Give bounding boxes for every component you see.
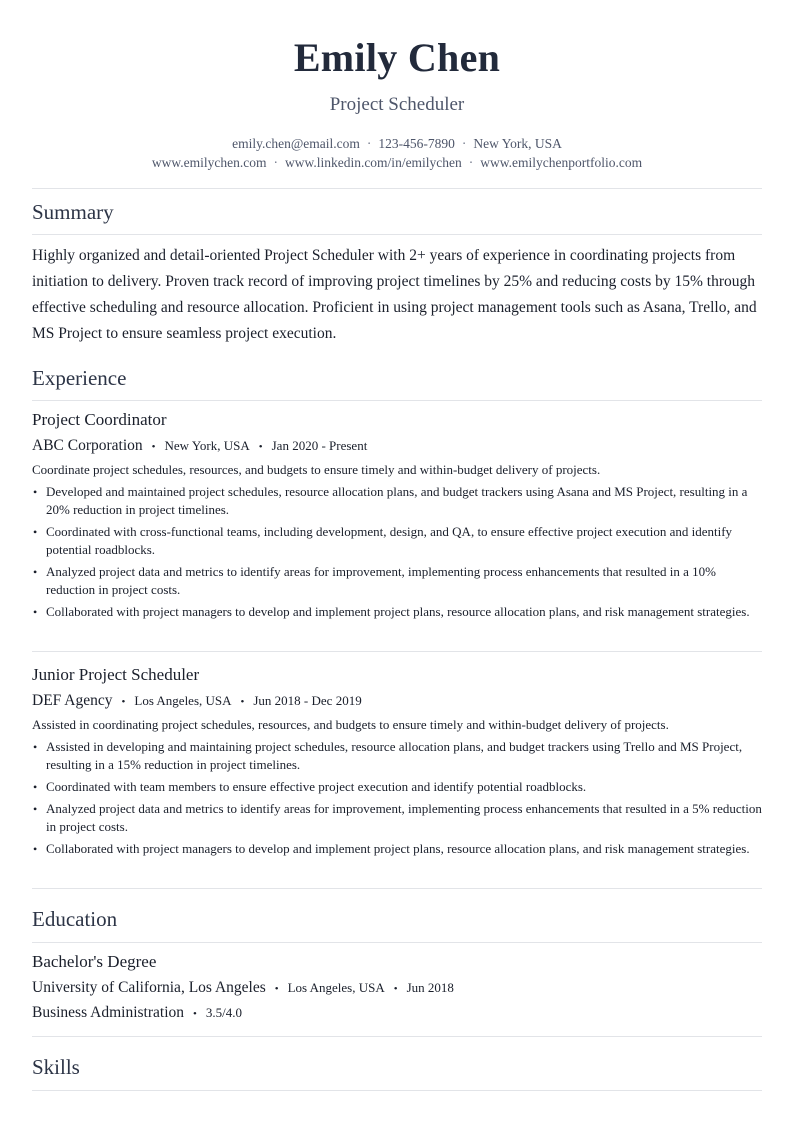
location: New York, USA xyxy=(473,136,562,151)
portfolio-link[interactable]: www.emilychenportfolio.com xyxy=(480,155,643,170)
meta-separator: • xyxy=(393,983,398,995)
contact-row-links xyxy=(32,154,762,172)
job-location: New York, USA xyxy=(164,438,250,453)
list-item xyxy=(32,738,762,774)
divider xyxy=(32,400,762,401)
list-item xyxy=(32,563,762,599)
list-item xyxy=(32,800,762,836)
bullet-text: Collaborated with project managers to develop and implement project plans, resource allocation plans, and risk management strategies. xyxy=(46,604,750,619)
job-dates: Jan 2020 - Present xyxy=(271,438,368,453)
phone-number: 123-456-7890 xyxy=(378,136,455,151)
job-description: Assisted in coordinating project schedules, resources, and budgets to ensure timely and within-budget delivery of projects. xyxy=(32,717,669,732)
skills-heading: Skills xyxy=(32,1055,80,1079)
meta-separator: • xyxy=(258,441,263,453)
bullet-marker: • xyxy=(33,525,38,539)
degree-title: Bachelor's Degree xyxy=(32,952,157,971)
bullet-text: Collaborated with project managers to develop and implement project plans, resource allocation plans, and risk management strategies. xyxy=(46,841,750,856)
experience-heading: Experience xyxy=(32,366,127,390)
field-of-study: Business Administration xyxy=(32,1004,184,1021)
list-item xyxy=(32,483,762,519)
bullet-marker: • xyxy=(33,842,38,856)
education-heading: Education xyxy=(32,907,118,931)
bullet-marker: • xyxy=(33,802,38,816)
candidate-role: Project Scheduler xyxy=(329,94,465,115)
job-title: Project Coordinator xyxy=(32,410,167,429)
field-meta xyxy=(32,1003,242,1024)
list-item xyxy=(32,778,762,796)
divider xyxy=(32,234,762,235)
job-description: Coordinate project schedules, resources, and budgets to ensure timely and within-budget delivery of projects. xyxy=(32,462,601,477)
list-item xyxy=(32,603,762,621)
job-meta xyxy=(32,436,367,457)
meta-separator: • xyxy=(240,696,245,708)
website-link[interactable]: www.emilychen.com xyxy=(151,155,267,170)
meta-separator: • xyxy=(274,983,279,995)
company-name: ABC Corporation xyxy=(32,437,143,454)
bullet-marker: • xyxy=(33,740,38,754)
divider xyxy=(32,888,762,889)
meta-separator: • xyxy=(193,1008,197,1020)
divider xyxy=(32,1036,762,1037)
bullet-text: Assisted in developing and maintaining project schedules, resource allocation plans, and budget trackers using Trello and MS Project, resulting in a 15% reduction in project timelines. xyxy=(46,739,743,772)
summary-text: Highly organized and detail-oriented Project Scheduler with 2+ years of experience in coordinating projects from initiation to delivery. Proven track record of improving project timelines by 25% and reducing costs by 15% through effective scheduling and resource allocation. Proficient in using project management tools such as Asana, Trello, and MS Project to ensure seamless project execution. xyxy=(32,247,757,342)
bullet-text: Analyzed project data and metrics to identify areas for improvement, implementing process enhancements that resulted in a 5% reduction in project costs. xyxy=(46,801,762,834)
job-meta xyxy=(32,691,362,712)
gpa: 3.5/4.0 xyxy=(205,1005,242,1020)
candidate-name: Emily Chen xyxy=(293,35,501,80)
contact-separator: · xyxy=(468,155,474,170)
divider xyxy=(32,942,762,943)
divider xyxy=(32,1090,762,1091)
contact-separator: · xyxy=(366,136,372,151)
linkedin-link[interactable]: www.linkedin.com/in/emilychen xyxy=(284,155,462,170)
school-name: University of California, Los Angeles xyxy=(32,979,266,996)
job-bullets xyxy=(32,483,762,625)
job-bullets xyxy=(32,738,762,862)
contact-row-primary xyxy=(32,135,762,153)
company-name: DEF Agency xyxy=(32,692,113,709)
job-location: Los Angeles, USA xyxy=(134,693,232,708)
job-title: Junior Project Scheduler xyxy=(32,665,200,684)
bullet-marker: • xyxy=(33,565,38,579)
list-item xyxy=(32,840,762,858)
bullet-text: Coordinated with cross-functional teams, including development, design, and QA, to ensure effective project execution and identify potential roadblocks. xyxy=(46,524,733,557)
divider xyxy=(32,188,762,189)
bullet-text: Analyzed project data and metrics to identify areas for improvement, implementing process enhancements that resulted in a 10% reduction in project costs. xyxy=(46,564,716,597)
bullet-marker: • xyxy=(33,485,38,499)
bullet-marker: • xyxy=(33,780,38,794)
bullet-text: Coordinated with team members to ensure effective project execution and identify potential roadblocks. xyxy=(46,779,587,794)
bullet-text: Developed and maintained project schedules, resource allocation plans, and budget trackers using Asana and MS Project, resulting in a 20% reduction in project timelines. xyxy=(46,484,748,517)
list-item xyxy=(32,523,762,559)
divider xyxy=(32,651,762,652)
graduation-date: Jun 2018 xyxy=(406,980,454,995)
summary-heading: Summary xyxy=(32,200,114,224)
job-dates: Jun 2018 - Dec 2019 xyxy=(253,693,362,708)
contact-separator: · xyxy=(461,136,467,151)
email-link[interactable]: emily.chen@email.com xyxy=(232,136,360,151)
contact-separator: · xyxy=(273,155,278,170)
school-location: Los Angeles, USA xyxy=(287,980,385,995)
meta-separator: • xyxy=(151,441,156,453)
school-meta xyxy=(32,978,454,999)
bullet-marker: • xyxy=(33,605,38,619)
meta-separator: • xyxy=(121,696,126,708)
